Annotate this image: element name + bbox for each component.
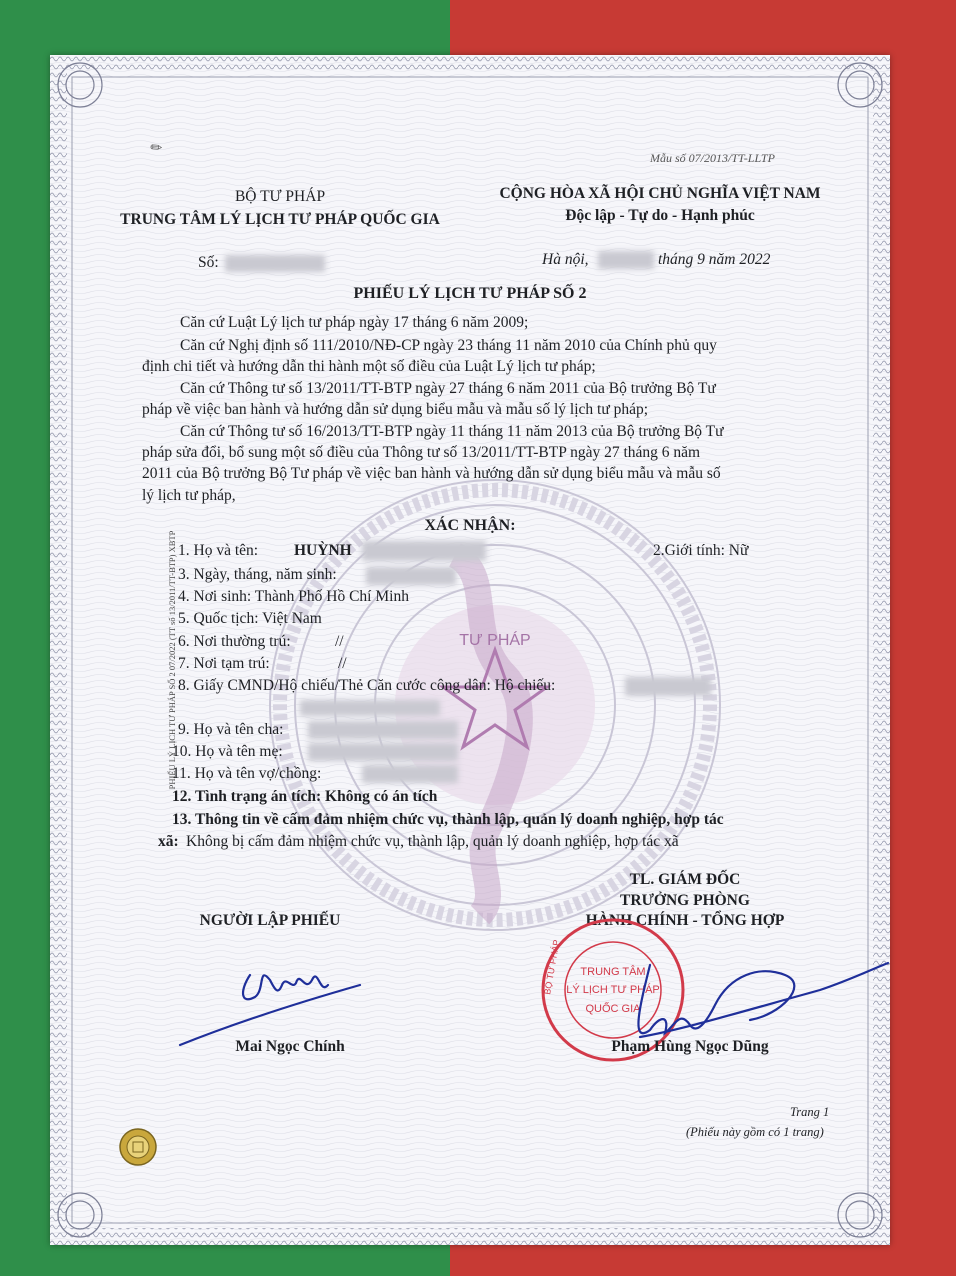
field-full-name-value: HUỲNH: [294, 542, 352, 559]
preamble-line: Căn cứ Nghị định số 111/2010/NĐ-CP ngày 23 tháng 11 năm 2010 của Chính phủ quy: [180, 337, 717, 354]
redacted-father-name: [308, 721, 458, 739]
field-gender: 2.Giới tính: Nữ: [653, 542, 749, 559]
redacted-passport: [625, 677, 711, 696]
field-full-name-label: 1. Họ và tên:: [178, 542, 259, 559]
preparer-title: NGƯỜI LẬP PHIẾU: [199, 912, 341, 929]
signer-title-2: TRƯỞNG PHÒNG: [620, 892, 750, 909]
field-temporary-residence-label: 7. Nơi tạm trú:: [178, 655, 270, 672]
confirm-heading: XÁC NHẬN:: [424, 517, 516, 534]
svg-text:TRUNG TÂM: TRUNG TÂM: [580, 966, 646, 978]
national-motto: Độc lập - Tự do - Hạnh phúc: [565, 207, 755, 224]
center-name: TRUNG TÂM LÝ LỊCH TƯ PHÁP QUỐC GIA: [120, 211, 440, 228]
ministry-name: BỘ TƯ PHÁP: [234, 188, 326, 205]
field-id-document: 8. Giấy CMND/Hộ chiếu/Thẻ Căn cước công dân: Hộ chiếu:: [178, 677, 556, 694]
field-nationality: 5. Quốc tịch: Việt Nam: [178, 610, 322, 627]
director-name: Phạm Hùng Ngọc Dũng: [611, 1038, 769, 1055]
field-temporary-residence-value: //: [338, 655, 347, 672]
issue-date: tháng 9 năm 2022: [658, 251, 771, 268]
field-business-ban-label: xã:: [158, 833, 179, 850]
redacted-day: [598, 251, 654, 269]
issue-place: Hà nội,: [542, 251, 589, 268]
page-number: Trang 1: [790, 1105, 830, 1119]
redacted-number: [225, 255, 325, 272]
number-label: Số:: [198, 254, 219, 271]
criminal-record-certificate: [50, 55, 890, 1245]
form-code: Mẫu số 07/2013/TT-LLTP: [650, 151, 775, 165]
field-criminal-record: 12. Tình trạng án tích: Không có án tích: [172, 788, 438, 805]
svg-text:QUỐC GIA: QUỐC GIA: [585, 1003, 641, 1015]
field-permanent-residence-value: //: [335, 633, 344, 650]
security-hologram-icon: [118, 1127, 158, 1167]
side-print-text: PHIẾU LÝ LỊCH TƯ PHÁP SỐ 2 07/2022 (TT số 13/2011/TT-BTP) XBTP: [167, 530, 177, 790]
redacted-spouse-name: [362, 765, 458, 783]
field-birth-date: 3. Ngày, tháng, năm sinh:: [178, 566, 337, 583]
redacted-mother-name: [308, 743, 458, 761]
country-name: CỘNG HÒA XÃ HỘI CHỦ NGHĨA VIỆT NAM: [499, 185, 821, 202]
svg-text:LÝ LỊCH TƯ PHÁP: LÝ LỊCH TƯ PHÁP: [566, 984, 660, 996]
field-business-ban-heading: 13. Thông tin về cấm đảm nhiệm chức vụ, thành lập, quản lý doanh nghiệp, hợp tác: [172, 811, 724, 828]
preamble-line: pháp sửa đổi, bổ sung một số điều của Thông tư số 13/2011/TT-BTP ngày 27 tháng 6 năm: [142, 444, 701, 461]
emblem-label: TƯ PHÁP: [459, 632, 531, 649]
redacted-name: [362, 541, 486, 561]
preamble-line: 2011 của Bộ trưởng Bộ Tư pháp về việc ban hành và hướng dẫn sử dụng biểu mẫu và mẫu số: [142, 465, 721, 482]
field-spouse-name: 11. Họ và tên vợ/chồng:: [172, 765, 322, 782]
redacted-birth-date: [366, 567, 456, 585]
page-count-note: (Phiếu này gồm có 1 trang): [686, 1125, 824, 1139]
preamble-line: pháp về việc ban hành và hướng dẫn sử dụng biểu mẫu và mẫu số lý lịch tư pháp;: [142, 401, 649, 418]
svg-text:✎: ✎: [147, 139, 167, 159]
field-permanent-residence-label: 6. Nơi thường trú:: [178, 633, 291, 650]
field-birthplace: 4. Nơi sinh: Thành Phố Hồ Chí Minh: [178, 588, 409, 605]
field-mother-name: 10. Họ và tên mẹ:: [172, 743, 283, 760]
preamble-line: định chi tiết và hướng dẫn thi hành một số điều của Luật Lý lịch tư pháp;: [142, 358, 596, 375]
svg-text:BỘ TƯ PHÁP: BỘ TƯ PHÁP: [542, 938, 562, 996]
field-business-ban-value: Không bị cấm đảm nhiệm chức vụ, thành lập, quản lý doanh nghiệp, hợp tác xã: [186, 833, 679, 850]
signer-title-1: TL. GIÁM ĐỐC: [629, 871, 741, 888]
preamble-line: lý lịch tư pháp,: [142, 487, 236, 504]
preamble-line: Căn cứ Luật Lý lịch tư pháp ngày 17 tháng 6 năm 2009;: [180, 314, 529, 331]
preamble-line: Căn cứ Thông tư số 16/2013/TT-BTP ngày 11 tháng 11 năm 2013 của Bộ trưởng Bộ Tư: [180, 423, 724, 440]
redacted-id-line: [300, 700, 440, 716]
document-title: PHIẾU LÝ LỊCH TƯ PHÁP SỐ 2: [353, 285, 587, 302]
preamble-line: Căn cứ Thông tư số 13/2011/TT-BTP ngày 27 tháng 6 năm 2011 của Bộ trưởng Bộ Tư: [180, 380, 716, 397]
preparer-name: Mai Ngọc Chính: [235, 1038, 345, 1055]
field-father-name: 9. Họ và tên cha:: [178, 721, 284, 738]
signer-title-3: HÀNH CHÍNH - TỔNG HỢP: [585, 912, 785, 929]
